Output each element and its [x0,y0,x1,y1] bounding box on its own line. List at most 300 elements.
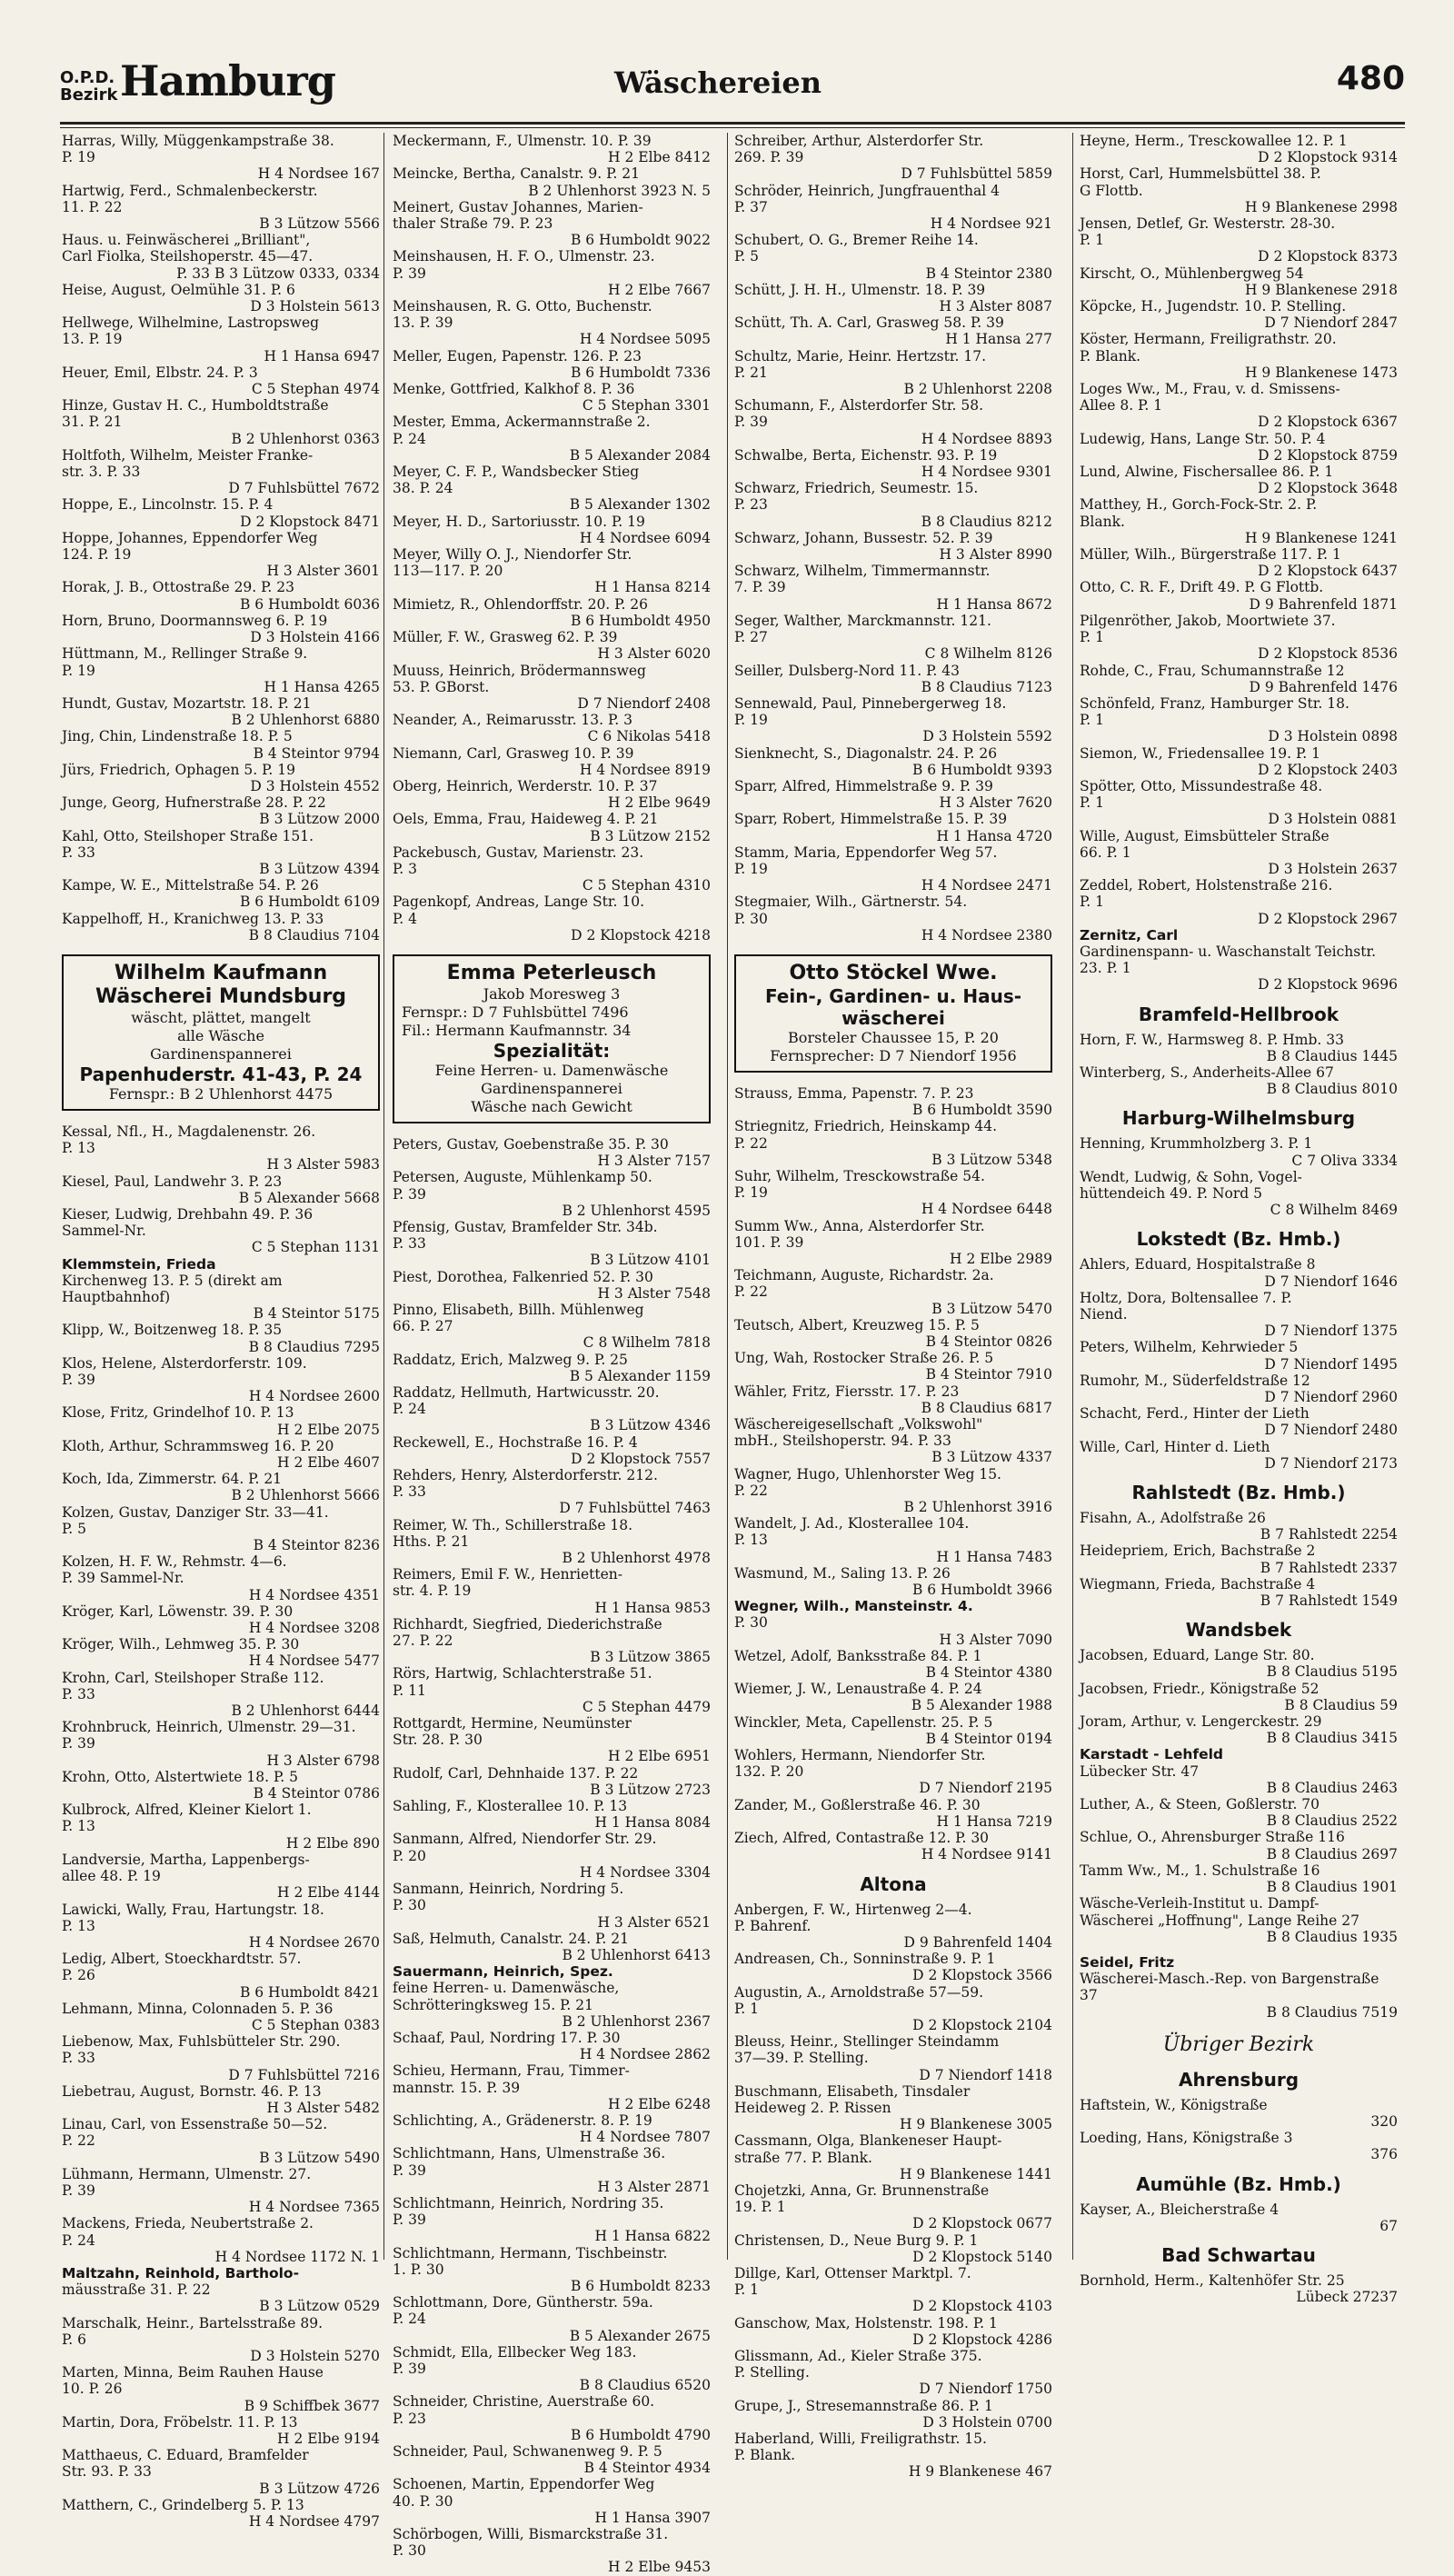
entry-name: Summ Ww., Anna, Alsterdorfer Str. [734,1217,985,1234]
entry-phone: B 8 Claudius 7519 [1266,2003,1398,2021]
entry-detail: P. 39 Sammel-Nr. [62,1570,184,1587]
entry-name: Kloth, Arthur, Schrammsweg 16. P. 20 [62,1437,334,1454]
entry-name: Meinert, Gustav Johannes, Marien- [393,198,643,215]
entry-phone: C 7 Oliva 3334 [1291,1152,1398,1169]
directory-entry [393,199,711,249]
entry-detail: P. 39 [393,1185,426,1203]
entry-detail: P. 22 [734,1283,768,1301]
entry-detail: P. 22 [734,1482,768,1499]
entry-detail: Heideweg 2. P. Rissen [734,2099,891,2116]
directory-entry [734,530,1052,563]
entry-phone: B 2 Uhlenhorst 3916 [903,1499,1052,1516]
entry-list [62,133,380,944]
entry-detail: feine Herren- u. Damenwäsche, Schrötteringksweg 15. P. 21 [393,1980,620,2013]
entry-phone: D 2 Klopstock 6437 [1258,563,1398,580]
entry-name: Schlichtmann, Hermann, Tischbeinstr. [393,2244,668,2261]
column-2 [393,133,711,2576]
entry-phone: H 4 Nordsee 5095 [579,331,711,348]
entry-name: Mimietz, R., Ohlendorffstr. 20. P. 26 [393,595,649,613]
entry-name: Seidel, Fritz [1080,1953,1175,1971]
entry-phone: B 3 Lützow 2723 [590,1781,711,1798]
entry-name: Fisahn, A., Adolfstraße 26 [1080,1510,1266,1527]
entry-detail: 31. P. 21 [62,414,123,431]
entry-name: Junge, Georg, Hufnerstraße 28. P. 22 [62,794,326,812]
entry-detail: P. 27 [734,629,768,646]
entry-phone: D 2 Klopstock 8759 [1258,446,1398,464]
entry-detail: P. 6 [62,2331,87,2348]
directory-entry [1080,579,1398,612]
directory-entry [1080,1713,1398,1746]
entry-detail: 113—117. P. 20 [393,563,503,580]
entry-phone: H 4 Nordsee 7365 [248,2199,380,2216]
entry-phone: B 8 Claudius 8010 [1266,1081,1398,1098]
entry-phone: B 8 Claudius 8212 [921,513,1052,530]
directory-entry [734,1267,1052,1317]
directory-entry [62,496,380,529]
entry-name: Schultz, Marie, Heinr. Hertzstr. 17. [734,347,987,364]
entry-detail: 13. P. 39 [393,315,453,332]
entry-phone: B 8 Claudius 2463 [1266,1779,1398,1796]
directory-entry [62,1852,380,1902]
page-number: 480 [1336,60,1405,97]
entry-name: Holtfoth, Wilhelm, Meister Franke- [62,446,314,464]
directory-entry [1080,1543,1398,1575]
directory-entry [393,745,711,778]
directory-entry [734,348,1052,398]
directory-entry [62,315,380,364]
directory-entry [1080,2097,1398,2130]
entry-phone: H 9 Blankenese 1473 [1244,364,1398,381]
entry-detail: P. 1 [1080,232,1105,249]
entry-detail: str. 4. P. 19 [393,1583,472,1600]
entry-name: Horn, Bruno, Doormannsweg 6. P. 19 [62,612,328,629]
entry-name: Zander, M., Goßlerstraße 46. P. 30 [734,1796,981,1813]
entry-detail: hüttendeich 49. P. Nord 5 [1080,1184,1262,1202]
directory-entry [1080,2130,1398,2162]
entry-detail: Sammel-Nr. [62,1223,146,1240]
directory-entry [734,778,1052,811]
entry-name: Sparr, Alfred, Himmelstraße 9. P. 39 [734,777,993,794]
directory-entry [1080,431,1398,464]
entry-phone: H 2 Elbe 9649 [608,794,711,812]
column-4 [1080,133,1398,2306]
entry-phone: C 5 Stephan 4479 [582,1698,711,1715]
entry-phone: H 9 Blankenese 2918 [1244,281,1398,298]
city-title: Hamburg [120,56,335,105]
entry-name: Strauss, Emma, Papenstr. 7. P. 23 [734,1084,974,1102]
directory-entry [1080,1576,1398,1609]
entry-phone: H 4 Nordsee 921 [930,215,1052,233]
entry-phone: B 3 Lützow 4101 [590,1252,711,1269]
entry-name: Wendt, Ludwig, & Sohn, Vogel- [1080,1168,1302,1185]
entry-name: Anbergen, F. W., Hirtenweg 2—4. [734,1901,972,1918]
entry-name: Dillge, Karl, Ottenser Marktpl. 7. [734,2264,971,2281]
entry-phone: D 7 Fuhlsbüttel 5859 [901,165,1052,183]
directory-entry [393,1352,711,1384]
directory-entry [393,1881,711,1931]
entry-phone: D 9 Bahrenfeld 1404 [903,1933,1052,1951]
directory-entry [393,1715,711,1765]
entry-phone: D 2 Klopstock 9696 [1258,976,1398,993]
entry-name: Kirscht, O., Mühlenbergweg 54 [1080,265,1304,282]
directory-entry [62,613,380,645]
entry-phone: B 8 Claudius 7104 [248,926,380,944]
entry-name: Chojetzki, Anna, Gr. Brunnenstraße [734,2182,990,2199]
entry-name: Luther, A., & Steen, Goßlerstr. 70 [1080,1796,1320,1813]
entry-phone: H 2 Elbe 8412 [608,149,711,166]
entry-detail: 13. P. 19 [62,331,123,348]
entry-phone: H 4 Nordsee 7807 [579,2129,711,2146]
entry-name: Lund, Alwine, Fischersallee 86. P. 1 [1080,464,1334,481]
entry-name: Winterberg, S., Anderheits-Allee 67 [1080,1063,1334,1081]
directory-entry [393,2145,711,2195]
entry-phone: D 2 Klopstock 3648 [1258,480,1398,497]
directory-entry [62,828,380,878]
district-heading: Altona [860,1872,927,1895]
entry-name: Haftstein, W., Königstraße [1080,2096,1268,2113]
entry-name: Seger, Walther, Marckmannstr. 121. [734,612,991,629]
entry-name: Bleuss, Heinr., Stellinger Steindamm [734,2033,1000,2051]
entry-phone: H 3 Alster 6020 [597,645,711,663]
entry-phone: D 2 Klopstock 2967 [1258,910,1398,927]
directory-entry [62,2364,380,2414]
entry-list [393,133,711,944]
directory-entry [734,811,1052,844]
entry-phone: H 4 Nordsee 167 [257,165,380,183]
directory-entry [62,1256,380,1323]
entry-name: Hoppe, Johannes, Eppendorfer Weg [62,529,318,546]
ad-peterleusch [393,954,711,1123]
entry-phone: H 2 Elbe 4607 [277,1454,380,1472]
directory-entry [393,2062,711,2112]
directory-entry [62,447,380,497]
directory-entry [62,1123,380,1173]
entry-phone: B 2 Uhlenhorst 3923 N. 5 [528,182,711,199]
entry-phone: D 7 Niendorf 1495 [1264,1355,1398,1373]
entry-name: Jing, Chin, Lindenstraße 18. P. 5 [62,728,293,745]
entry-detail: str. 3. P. 33 [62,464,141,481]
directory-entry [62,1471,380,1503]
entry-detail: 269. P. 39 [734,149,804,166]
entry-detail: P. 5 [734,248,760,265]
directory-entry [1080,215,1398,265]
directory-entry [62,1173,380,1206]
entry-detail: Gardinenspann- u. Waschanstalt Teichstr. 23. P. 1 [1080,943,1377,977]
directory-entry [734,2348,1052,2398]
column-divider [727,133,728,2260]
entry-list [1080,1256,1398,1472]
entry-phone: D 3 Holstein 5613 [250,298,380,315]
entry-name: Reimers, Emil F. W., Henrietten- [393,1566,623,1583]
entry-name: Klipp, W., Boitzenweg 18. P. 35 [62,1322,283,1339]
entry-detail: P. 24 [393,1401,426,1418]
entry-name: Ahlers, Eduard, Hospitalstraße 8 [1080,1256,1316,1273]
ad-kaufmann [62,954,380,1111]
directory-entry [62,2166,380,2216]
district-heading: Bramfeld-Hellbrook [1138,1003,1339,1025]
entry-name: Schneider, Christine, Auerstraße 60. [393,2393,655,2411]
entry-name: Kolzen, Gustav, Danziger Str. 33—41. [62,1503,329,1521]
entry-phone: D 7 Niendorf 2847 [1264,315,1398,332]
directory-entry [62,282,380,315]
entry-phone: H 9 Blankenese 2998 [1244,198,1398,215]
entry-phone: H 1 Hansa 6947 [264,347,380,364]
directory-entry [62,133,380,183]
entry-phone: D 9 Bahrenfeld 1871 [1249,595,1398,613]
entry-detail: mbH., Steilshoperstr. 94. P. 33 [734,1433,951,1450]
entry-name: Reckewell, E., Hochstraße 16. P. 4 [393,1433,638,1451]
column-divider [1072,133,1073,2260]
directory-entry [393,1963,711,2030]
directory-entry [62,232,380,282]
opd-label [60,69,117,104]
directory-entry [1080,1796,1398,1829]
entry-phone: H 4 Nordsee 6094 [579,529,711,546]
entry-phone: H 2 Elbe 7667 [608,281,711,298]
directory-entry [734,663,1052,695]
entry-list [1080,1032,1398,1098]
directory-entry [393,1931,711,1963]
entry-name: Kayser, A., Bleicherstraße 4 [1080,2201,1280,2218]
entry-name: Piest, Dorothea, Falkenried 52. P. 30 [393,1268,653,1285]
entry-detail: Lübecker Str. 47 [1080,1762,1200,1780]
entry-name: Sparr, Robert, Himmelstraße 15. P. 39 [734,811,1008,828]
entry-phone: B 5 Alexander 2084 [569,446,711,464]
directory-entry [1080,265,1398,298]
entry-name: Jacobsen, Friedr., Königstraße 52 [1080,1680,1320,1697]
entry-detail: 101. P. 39 [734,1233,804,1251]
entry-phone: D 7 Niendorf 2960 [1264,1389,1398,1406]
entry-name: Zeddel, Robert, Holstenstraße 216. [1080,877,1333,894]
directory-entry [734,2182,1052,2232]
entry-phone: D 3 Holstein 4166 [250,629,380,646]
entry-name: Jensen, Detlef, Gr. Westerstr. 28-30. [1080,215,1336,233]
directory-entry [393,546,711,596]
entry-phone: B 4 Steintor 4380 [925,1664,1052,1682]
ad-special: Spezialität: [493,1039,611,1062]
entry-phone: C 5 Stephan 4974 [251,381,380,398]
entry-name: Sanmann, Alfred, Niendorfer Str. 29. [393,1831,657,1848]
entry-phone: H 3 Alster 5983 [266,1156,380,1173]
directory-entry [734,2398,1052,2431]
directory-entry [734,1747,1052,1797]
entry-name: Schlichting, A., Grädenerstr. 8. P. 19 [393,2112,652,2129]
entry-name: Schacht, Ferd., Hinter der Lieth [1080,1405,1310,1423]
directory-entry [393,414,711,464]
entry-name: Oels, Emma, Frau, Haideweg 4. P. 21 [393,811,659,828]
ad-title: Wilhelm Kaufmann [114,961,328,984]
directory-entry [1080,1032,1398,1064]
directory-entry [1080,1647,1398,1680]
entry-phone: H 9 Blankenese 1241 [1244,529,1398,546]
entry-phone: B 3 Lützow 5566 [259,215,380,233]
directory-entry [1080,1339,1398,1372]
entry-list [1080,1510,1398,1609]
entry-name: Wiemer, J. W., Lenaustraße 4. P. 24 [734,1681,982,1698]
entry-detail: P. 30 [734,910,768,927]
entry-name: Jürs, Friedrich, Ophagen 5. P. 19 [62,761,295,778]
entry-name: Kahl, Otto, Steilshoper Straße 151. [62,827,314,844]
entry-phone: C 6 Nikolas 5418 [587,728,711,745]
entry-phone: H 4 Nordsee 3208 [248,1620,380,1637]
directory-entry [1080,133,1398,165]
entry-name: Meincke, Bertha, Canalstr. 9. P. 21 [393,165,640,183]
entry-phone: H 1 Hansa 277 [945,331,1052,348]
entry-phone: H 3 Alster 6798 [266,1752,380,1769]
entry-phone: H 1 Hansa 7483 [936,1548,1052,1565]
entry-phone: B 4 Steintor 7910 [925,1366,1052,1383]
entry-name: Wäschereigesellschaft „Volkswohl" [734,1416,983,1433]
entry-name: Sienknecht, S., Diagonalstr. 24. P. 26 [734,744,998,762]
entry-detail: P. 13 [62,1917,95,1934]
entry-phone: D 7 Niendorf 1750 [919,2381,1052,2398]
entry-detail: P. 39 [62,1372,95,1388]
entry-name: Schlichtmann, Hans, Ulmenstraße 36. [393,2145,666,2162]
entry-phone: B 8 Claudius 5195 [1266,1663,1398,1681]
entry-name: Stegmaier, Wilh., Gärtnerstr. 54. [734,894,968,911]
entry-detail: Wäscherei-Masch.-Rep. von Bargenstraße 37 [1080,1971,1379,2004]
entry-phone: D 3 Holstein 5592 [922,728,1052,745]
entry-phone: D 7 Fuhlsbüttel 7672 [228,480,380,497]
entry-name: Sennewald, Paul, Pinnebergerweg 18. [734,694,1007,712]
directory-entry [734,2431,1052,2481]
entry-detail: Hths. P. 21 [393,1533,470,1550]
entry-name: Schlue, O., Ahrensburger Straße 116 [1080,1829,1345,1846]
entry-phone: B 6 Humboldt 7336 [570,364,711,381]
entry-name: Köpcke, H., Jugendstr. 10. P. Stelling. [1080,298,1347,315]
directory-entry [393,1219,711,1269]
directory-entry [393,1517,711,1567]
ad-line: Gardinenspannerei [150,1044,292,1063]
directory-entry [62,1355,380,1405]
entry-detail: P. 37 [734,198,768,215]
entry-name: Rohde, C., Frau, Schumannstraße 12 [1080,662,1345,679]
entry-name: Hüttmann, M., Rellinger Straße 9. [62,645,308,663]
directory-entry [62,1951,380,2001]
directory-entry [1080,927,1398,993]
district-heading: Wandsbek [1185,1619,1292,1642]
directory-entry [734,1515,1052,1565]
entry-phone: D 3 Holstein 0898 [1268,728,1398,745]
entry-detail: P. 24 [393,2311,426,2328]
directory-entry [734,1085,1052,1118]
entry-phone: B 4 Steintor 2380 [925,265,1052,282]
entry-phone: D 2 Klopstock 5140 [912,2248,1052,2265]
entry-phone: B 2 Uhlenhorst 6880 [231,712,380,729]
directory-entry [62,1636,380,1669]
entry-phone: C 5 Stephan 0383 [251,2016,380,2033]
entry-name: Ung, Wah, Rostocker Straße 26. P. 5 [734,1350,994,1367]
entry-name: Wetzel, Adolf, Banksstraße 84. P. 1 [734,1647,982,1664]
entry-phone: C 5 Stephan 4310 [582,877,711,894]
entry-name: Peters, Gustav, Goebenstraße 35. P. 30 [393,1135,669,1153]
entry-detail: G Flottb. [1080,182,1143,199]
entry-name: Sanmann, Heinrich, Nordring 5. [393,1881,624,1898]
entry-phone: D 2 Klopstock 9314 [1258,149,1398,166]
entry-phone: B 4 Steintor 0194 [925,1730,1052,1747]
directory-entry [734,2132,1052,2182]
directory-entry [393,165,711,198]
entry-list [1080,2272,1398,2305]
entry-name: Maltzahn, Reinhold, Bartholo- [62,2264,300,2281]
directory-entry [393,1384,711,1434]
entry-name: Schwarz, Friedrich, Seumestr. 15. [734,480,979,497]
entry-name: Ludewig, Hans, Lange Str. 50. P. 4 [1080,430,1326,447]
entry-detail: P. 23 [393,2410,426,2427]
entry-phone: H 1 Hansa 6822 [594,2228,711,2245]
directory-entry [62,530,380,580]
entry-phone: D 2 Klopstock 6367 [1258,414,1398,431]
directory-entry [393,1798,711,1831]
entry-phone: C 8 Wilhelm 7818 [583,1334,711,1352]
entry-name: Klose, Fritz, Grindelhof 10. P. 13 [62,1404,294,1422]
directory-entry [734,133,1052,183]
entry-phone: D 7 Niendorf 2408 [577,694,711,712]
directory-entry [734,844,1052,894]
entry-name: Kröger, Karl, Löwenstr. 39. P. 30 [62,1603,294,1620]
entry-name: Meinshausen, H. F. O., Ulmenstr. 23. [393,248,655,265]
entry-detail: P. 33 [62,1685,95,1702]
entry-phone: H 1 Hansa 8084 [594,1814,711,1832]
entry-phone: H 4 Nordsee 9141 [921,1846,1052,1863]
entry-detail: P. 39 [393,2360,426,2377]
directory-entry [393,248,711,298]
entry-detail: P. 13 [62,1140,95,1157]
entry-name: Raddatz, Erich, Malzweg 9. P. 25 [393,1351,628,1368]
directory-entry [734,613,1052,663]
entry-name: Köster, Hermann, Freiligrathstr. 20. [1080,331,1337,348]
entry-detail: P. 22 [62,2132,95,2150]
directory-entry [734,183,1052,233]
entry-phone: H 4 Nordsee 2670 [248,1933,380,1951]
entry-name: Heuer, Emil, Elbstr. 24. P. 3 [62,364,258,381]
entry-name: Kolzen, H. F. W., Rehmstr. 4—6. [62,1553,287,1571]
directory-entry [1080,1064,1398,1097]
directory-entry [393,1269,711,1302]
entry-name: Suhr, Wilhelm, Tresckowstraße 54. [734,1167,985,1184]
entry-detail: P. 39 [62,2182,95,2199]
entry-phone: B 5 Alexander 1302 [569,496,711,514]
entry-name: Rumohr, M., Süderfeldstraße 12 [1080,1372,1310,1389]
entry-name: Schönfeld, Franz, Hamburger Str. 18. [1080,694,1349,712]
entry-phone: H 3 Alster 8087 [939,298,1052,315]
entry-phone: C 5 Stephan 1131 [251,1239,380,1256]
entry-detail: P. 33 [393,1483,426,1501]
entry-name: Zernitz, Carl [1080,926,1179,944]
directory-entry [62,695,380,728]
entry-detail: P. 19 [734,1184,768,1202]
directory-entry [393,1302,711,1352]
entry-name: Krohn, Otto, Alstertwiete 18. P. 5 [62,1768,298,1785]
entry-name: Schröder, Heinrich, Jungfrauenthal 4 [734,182,1001,199]
directory-entry [393,1169,711,1219]
entry-detail: P. 39 [62,1735,95,1752]
directory-entry [62,2116,380,2166]
entry-name: Wegner, Wilh., Mansteinstr. 4. [734,1598,973,1615]
entry-name: Peters, Wilhelm, Kehrwieder 5 [1080,1339,1299,1356]
entry-name: Kampe, W. E., Mittelstraße 54. P. 26 [62,877,319,894]
directory-entry [1080,1290,1398,1340]
entry-detail: P. 13 [734,1532,768,1549]
entry-name: Meller, Eugen, Papenstr. 126. P. 23 [393,347,642,364]
entry-name: Harras, Willy, Müggenkampstraße 38. [62,133,334,149]
directory-entry [1080,1169,1398,1219]
entry-name: Niemann, Carl, Grasweg 10. P. 39 [393,744,634,762]
directory-entry [1080,778,1398,828]
entry-name: Schaaf, Paul, Nordring 17. P. 30 [393,2029,621,2046]
entry-name: Matthaeus, C. Eduard, Bramfelder [62,2447,309,2464]
entry-phone: B 9 Schiffbek 3677 [244,2397,380,2414]
